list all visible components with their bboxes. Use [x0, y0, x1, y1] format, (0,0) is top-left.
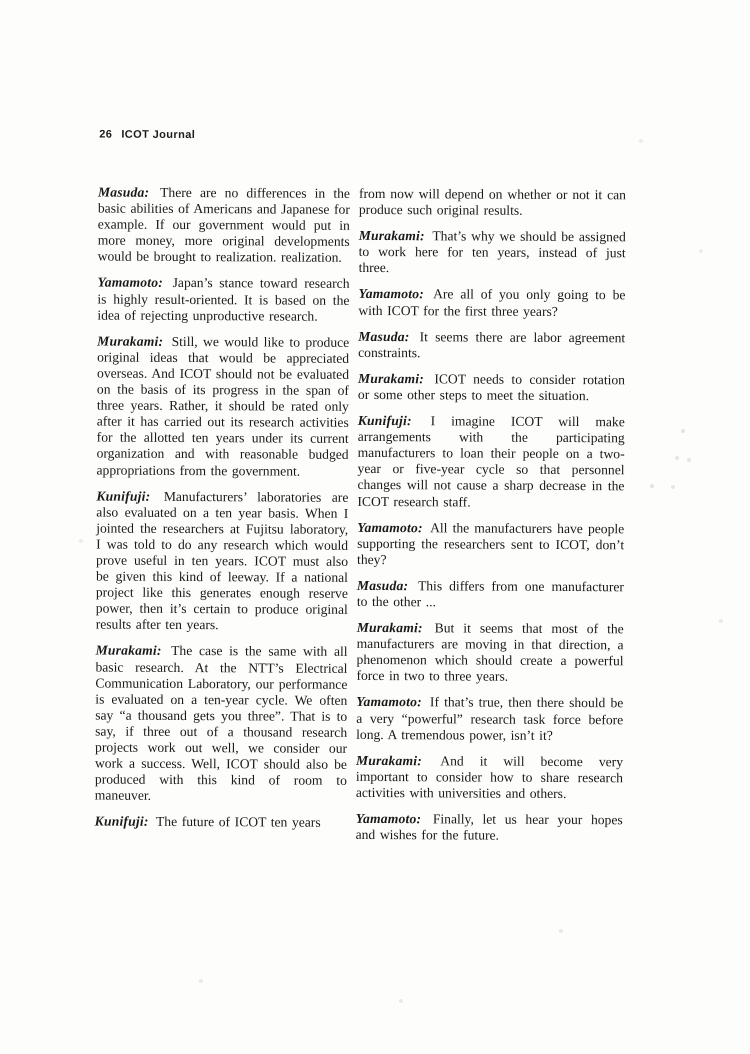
speaker-name: Murakami: — [97, 333, 164, 349]
dialogue-paragraph: Murakami: That’s why we should be assigned to work here for ten years, instead of just three. — [358, 228, 626, 276]
speaker-name: Masuda: — [97, 184, 150, 200]
dialogue-paragraph: Yamamoto: Japan’s stance toward research is highly result-oriented. It is based on the idea of rejecting unproductive research. — [97, 275, 350, 324]
dialogue-paragraph: Masuda: It seems there are labor agreement constraints. — [358, 328, 626, 360]
column-left — [95, 185, 350, 842]
column-right — [356, 186, 626, 855]
speaker-name: Kunifuji: — [357, 412, 412, 429]
dialogue-paragraph: Murakami: But it seems that most of the manufacturers are moving in that direction, a phenomenon which should create a powerful force in two to three years. — [356, 619, 624, 685]
dialogue-paragraph: Yamamoto: Are all of you only going to be with ICOT for the first three years? — [358, 286, 626, 319]
dialogue-paragraph: Yamamoto: All the manufacturers have people supporting the researchers sent to ICOT, don’t they? — [357, 519, 625, 567]
dialogue-paragraph: Yamamoto: If that’s true, then there should be a very “powerful” research task force before long. A tremendous power, isn’t it? — [356, 694, 624, 743]
speaker-name: Yamamoto: — [356, 694, 422, 710]
speaker-name: Yamamoto: — [355, 810, 422, 827]
speaker-name: Murakami: — [356, 619, 423, 636]
dialogue-paragraph: Murakami: The case is the same with all basic research. At the NTT’s Electrical Communication Laboratory, our performance is evaluated on a ten-year cycle. We often say “a thousand gets you three”. That is to say, if three out of a thousand research projects work out well, we consider our work a success. Well, ICOT should also be produced with this kind of room to maneuver. — [94, 642, 348, 804]
dialogue-paragraph: Masuda: There are no differences in the basic abilities of Americans and Japanese for example. If our government would put in more money, more original developments would be brought to realization. realization. — [97, 184, 351, 266]
journal-title: ICOT Journal — [121, 128, 196, 142]
dialogue-paragraph: Murakami: Still, we would like to produce original ideas that would be appreciated overseas. And ICOT should not be evaluated on the basis of its progress in the span of three years. Rather, it should be rated only after it has carried out its research activities for the allotted ten years under its current organization and with reasonable budged appropriations from the government. — [96, 333, 350, 479]
dialogue-paragraph: Murakami: And it will become very important to consider how to share research activities with universities and others. — [355, 752, 624, 801]
page-header — [99, 129, 195, 142]
dialogue-paragraph: Kunifuji: Manufacturers’ laboratories are also evaluated on a ten year basis. When I jointed the researchers at Fujitsu laboratory, I was told to do any research which would prove useful in ten years. ICOT must also be given this kind of leeway. If a national project like this generates enough reserve power, then it’s certain to produce original results after ten years. — [95, 488, 349, 633]
page-number: 26 — [99, 128, 113, 141]
speaker-name: Kunifuji: — [96, 488, 151, 504]
dialogue-paragraph: Yamamoto: Finally, let us hear your hopes and wishes for the future. — [355, 810, 623, 843]
dialogue-paragraph: from now will depend on whether or not it can produce such original results. — [358, 185, 627, 218]
speaker-name: Murakami: — [358, 228, 425, 244]
speaker-name: Murakami: — [357, 370, 425, 387]
speaker-name: Kunifuji: — [94, 813, 149, 830]
speaker-name: Murakami: — [95, 642, 162, 659]
speaker-name: Murakami: — [355, 752, 423, 768]
speaker-name: Masuda: — [356, 577, 409, 594]
dialogue-paragraph: Murakami: ICOT needs to consider rotation or some other steps to meet the situation. — [357, 370, 626, 404]
speaker-name: Yamamoto: — [357, 519, 423, 535]
dialogue-paragraph: Masuda: This differs from one manufacturer to the other ... — [356, 577, 624, 610]
speaker-name: Yamamoto: — [97, 275, 164, 291]
dialogue-paragraph: Kunifuji: The future of ICOT ten years — [94, 813, 321, 831]
dialogue-paragraph: Kunifuji: I imagine ICOT will make arrangements with the participating manufacturers to loan their people on a two-year or five-year cycle so that personnel changes will not cause a sharp decrease in the ICOT research staff. — [357, 412, 625, 510]
speaker-name: Masuda: — [358, 328, 410, 344]
speaker-name: Yamamoto: — [358, 286, 424, 302]
